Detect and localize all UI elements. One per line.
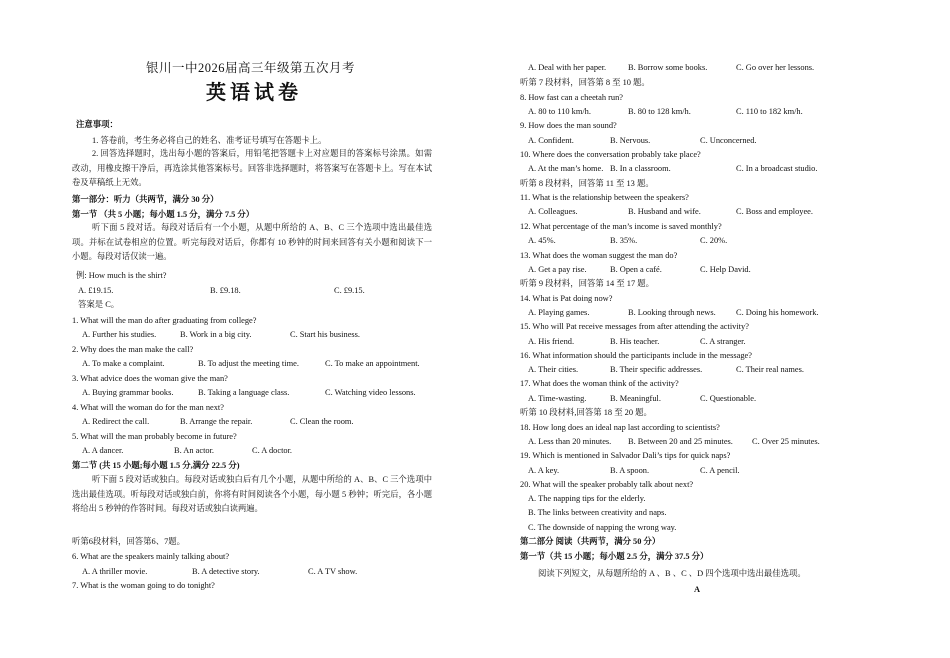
q18-option-b: B. Between 20 and 25 minutes. (628, 437, 733, 446)
question-20: 20. What will the speaker probably talk about next? (520, 480, 694, 489)
example-answer: 答案是 C。 (78, 300, 120, 309)
q16-option-c: C. Their real names. (736, 365, 804, 374)
q16-option-a: A. Their cities. (528, 365, 579, 374)
q8-option-b: B. 80 to 128 km/h. (628, 107, 691, 116)
part1-sec2-instructions: 听下面 5 段对话或独白。每段对话或独白后有几个小题，从题中所给的 A、B、C 三个选项中选出最佳选项。听每段对话或独白前，你将有时间阅读各个小题，每小题 5 秒钟；听完后，各小题将给出 5 秒钟的作答时间。每段对话或独白读两遍。 (72, 475, 432, 514)
example-option-b: B. £9.18. (210, 286, 241, 295)
question-10: 10. Where does the conversation probably take place? (520, 150, 701, 159)
example-option-c: C. £9.15. (334, 286, 365, 295)
q15-option-a: A. His friend. (528, 337, 575, 346)
notes-heading: 注意事项： (76, 120, 118, 129)
passage-8-note: 听第 8 段材料，回答第 11 至 13 题。 (520, 179, 654, 188)
question-12: 12. What percentage of the man’s income is saved monthly? (520, 222, 722, 231)
question-3: 3. What advice does the woman give the man? (72, 374, 228, 383)
q5-option-a: A. A dancer. (82, 446, 124, 455)
q17-option-b: B. Meaningful. (610, 394, 661, 403)
q19-option-b: B. A spoon. (610, 466, 650, 475)
q20-option-c: C. The downside of napping the wrong way. (528, 523, 677, 532)
question-15: 15. Who will Pat receive messages from after attending the activity? (520, 322, 749, 331)
q2-option-b: B. To adjust the meeting time. (198, 359, 299, 368)
passage-7-note: 听第 7 段材料，回答第 8 至 10 题。 (520, 78, 650, 87)
q16-option-b: B. Their specific addresses. (610, 365, 703, 374)
q6-option-b: B. A detective story. (192, 567, 260, 576)
part1-sec1-instructions: 听下面 5 段对话。每段对话后有一个小题，从题中所给的 A、B、C 三个选项中选出最佳选项。并标在试卷相应的位置。听完每段对话后，你都有 10 秒钟的时间来回答有关小题和阅读下一小题。每段对话仅读一遍。 (72, 223, 432, 262)
exam-title: 银川一中2026届高三年级第五次月考 (146, 61, 356, 75)
q7-option-b: B. Borrow some books. (628, 63, 708, 72)
q3-option-c: C. Watching video lessons. (325, 388, 416, 397)
passage-6-note: 听第6段材料，回答第6、7题。 (72, 537, 186, 546)
q1-option-a: A. Further his studies. (82, 330, 157, 339)
q13-option-b: B. Open a café. (610, 265, 662, 274)
q8-option-a: A. 80 to 110 km/h. (528, 107, 591, 116)
notes-item-1: 1. 答卷前，考生务必将自己的姓名、准考证号填写在答题卡上。 (92, 136, 327, 145)
q19-option-c: C. A pencil. (700, 466, 740, 475)
q9-option-a: A. Confident. (528, 136, 574, 145)
question-14: 14. What is Pat doing now? (520, 294, 613, 303)
q2-option-a: A. To make a complaint. (82, 359, 165, 368)
part1-heading: 第一部分：听力（共两节，满分 30 分） (72, 195, 219, 204)
q8-option-c: C. 110 to 182 km/h. (736, 107, 803, 116)
q20-option-b: B. The links between creativity and naps. (528, 508, 667, 517)
q10-option-b: B. In a classroom. (610, 164, 671, 173)
question-11: 11. What is the relationship between the speakers? (520, 193, 689, 202)
q6-option-c: C. A TV show. (308, 567, 358, 576)
part1-sec1-heading: 第一节 （共 5 小题；每小题 1.5 分，满分 7.5 分） (72, 210, 255, 219)
q18-option-a: A. Less than 20 minutes. (528, 437, 612, 446)
question-18: 18. How long does an ideal nap last according to scientists? (520, 423, 720, 432)
q5-option-b: B. An actor. (174, 446, 215, 455)
q5-option-c: C. A doctor. (252, 446, 293, 455)
q7-option-a: A. Deal with her paper. (528, 63, 607, 72)
q11-option-c: C. Boss and employee. (736, 207, 813, 216)
part2-sec1-heading: 第一节（共 15 小题；每小题 2.5 分，满分 37.5 分） (520, 552, 709, 561)
question-13: 13. What does the woman suggest the man do? (520, 251, 678, 260)
q4-option-c: C. Clean the room. (290, 417, 354, 426)
question-19: 19. Which is mentioned in Salvador Dali’s tips for quick naps? (520, 451, 731, 460)
part1-sec2-heading: 第二节 (共 15 小题;每小题 1.5 分,满分 22.5 分) (72, 461, 240, 470)
q12-option-c: C. 20%. (700, 236, 728, 245)
notes-item-2: 2. 回答选择题时，选出每小题的答案后，用铅笔把答题卡上对应题目的答案标号涂黑。如需改动，用橡皮擦干净后，再选涂其他答案标号。回答非选择题时，将答案写在答题卡上。写在本试卷及草稿纸上无效。 (72, 149, 432, 188)
subject-title: 英语试卷 (206, 82, 302, 104)
q12-option-a: A. 45%. (528, 236, 556, 245)
question-16: 16. What information should the participants include in the message? (520, 351, 752, 360)
q6-option-a: A. A thriller movie. (82, 567, 148, 576)
q15-option-c: C. A stranger. (700, 337, 746, 346)
q19-option-a: A. A key. (528, 466, 560, 475)
passage-a-label: A (694, 585, 701, 594)
example-question: 例: How much is the shirt? (76, 271, 167, 280)
q20-option-a: A. The napping tips for the elderly. (528, 494, 646, 503)
q17-option-c: C. Questionable. (700, 394, 757, 403)
q11-option-a: A. Colleagues. (528, 207, 578, 216)
q4-option-a: A. Redirect the call. (82, 417, 150, 426)
question-5: 5. What will the man probably become in future? (72, 432, 237, 441)
q13-option-c: C. Help David. (700, 265, 751, 274)
q3-option-b: B. Taking a language class. (198, 388, 290, 397)
q10-option-c: C. In a broadcast studio. (736, 164, 818, 173)
q13-option-a: A. Get a pay rise. (528, 265, 587, 274)
q10-option-a: A. At the man’s home. (528, 164, 604, 173)
question-7: 7. What is the woman going to do tonight? (72, 581, 215, 590)
part2-sec1-instructions: 阅读下列短文，从每题所给的 A 、B 、C 、D 四个选项中选出最佳选项。 (538, 569, 806, 578)
passage-9-note: 听第 9 段材料，回答第 14 至 17 题。 (520, 279, 654, 288)
q7-option-c: C. Go over her lessons. (736, 63, 815, 72)
question-6: 6. What are the speakers mainly talking about? (72, 552, 230, 561)
q3-option-a: A. Buying grammar books. (82, 388, 174, 397)
question-1: 1. What will the man do after graduating from college? (72, 316, 257, 325)
question-8: 8. How fast can a cheetah run? (520, 93, 624, 102)
q14-option-b: B. Looking through news. (628, 308, 716, 317)
q14-option-c: C. Doing his homework. (736, 308, 819, 317)
passage-10-note: 听第 10 段材料,回答第 18 至 20 题。 (520, 408, 652, 417)
q18-option-c: C. Over 25 minutes. (752, 437, 820, 446)
q1-option-b: B. Work in a big city. (180, 330, 252, 339)
q9-option-c: C. Unconcerned. (700, 136, 757, 145)
part2-heading: 第二部分 阅读（共两节，满分 50 分） (520, 537, 661, 546)
q4-option-b: B. Arrange the repair. (180, 417, 253, 426)
question-9: 9. How does the man sound? (520, 121, 617, 130)
q1-option-c: C. Start his business. (290, 330, 361, 339)
q2-option-c: C. To make an appointment. (325, 359, 420, 368)
q14-option-a: A. Playing games. (528, 308, 590, 317)
q12-option-b: B. 35%. (610, 236, 638, 245)
q17-option-a: A. Time-wasting. (528, 394, 587, 403)
example-option-a: A. £19.15. (78, 286, 114, 295)
question-4: 4. What will the woman do for the man next? (72, 403, 224, 412)
q9-option-b: B. Nervous. (610, 136, 651, 145)
q15-option-b: B. His teacher. (610, 337, 660, 346)
question-17: 17. What does the woman think of the activity? (520, 379, 679, 388)
question-2: 2. Why does the man make the call? (72, 345, 194, 354)
q11-option-b: B. Husband and wife. (628, 207, 701, 216)
